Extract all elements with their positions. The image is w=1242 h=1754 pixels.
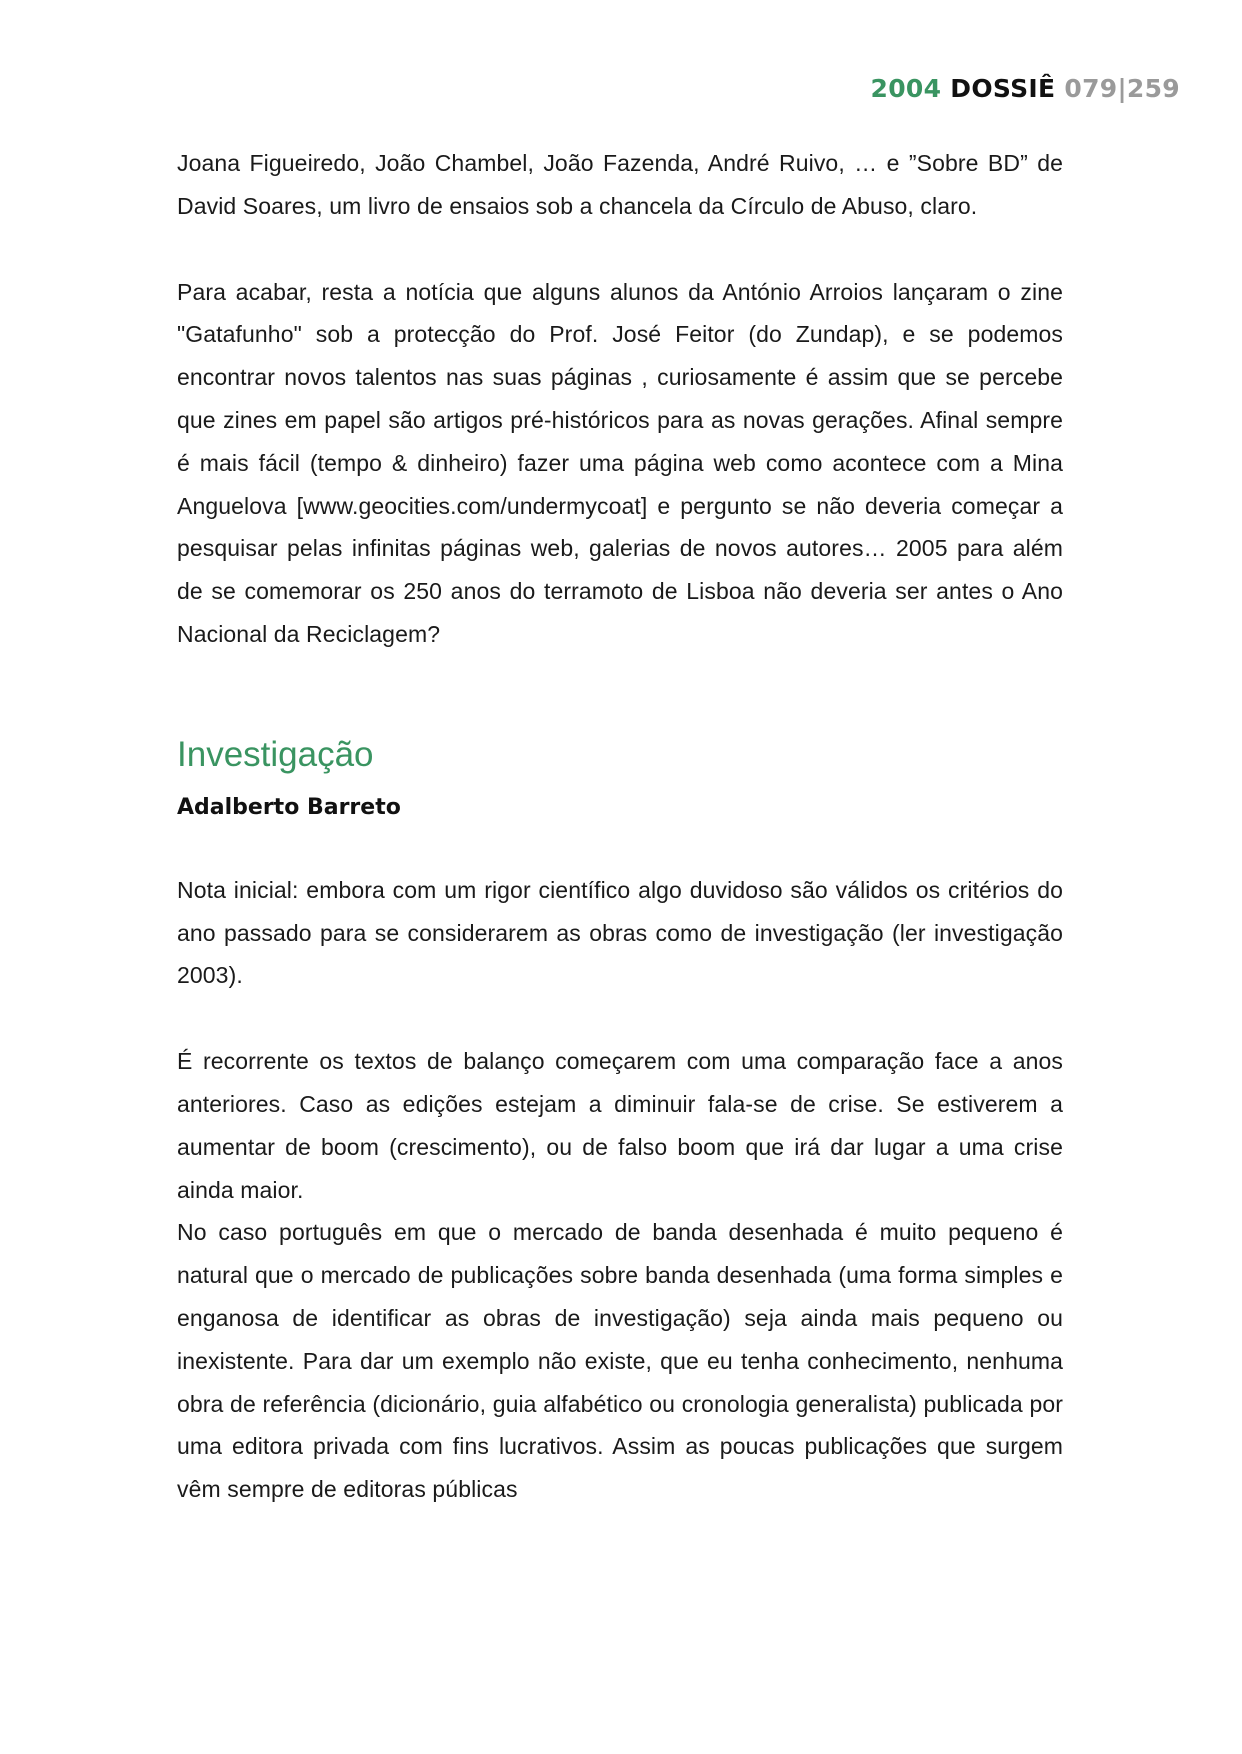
paragraph-continued-list: Joana Figueiredo, João Chambel, João Fazenda, André Ruivo, … e ”Sobre BD” de David Soares, um livro de ensaios sob a chancela da Círculo de Abuso, claro.: [177, 150, 1063, 219]
paragraph-portuguese-market: No caso português em que o mercado de banda desenhada é muito pequeno é natural que o mercado de publicações sobre banda desenhada (uma forma simples e enganosa de identificar as obras de investigação) seja ainda mais pequeno ou inexistente. Para dar um exemplo não existe, que eu tenha conhecimento, nenhuma obra de referência (dicionário, guia alfabético ou cronologia generalista) publicada por uma editora privada com fins lucrativos. Assim as poucas publicações que surgem vêm sempre de editoras públicas: [177, 1219, 1063, 1503]
header-page-numbers: 079|259: [1064, 74, 1180, 103]
header-title: DOSSIÊ: [950, 74, 1056, 103]
section-heading: Investigação: [177, 734, 374, 774]
paragraph-initial-note: Nota inicial: embora com um rigor científico algo duvidoso são válidos os critérios do ano passado para se considerarem as obras como de investigação (ler investigação 2003).: [177, 876, 1063, 989]
paragraph-closing-news: Para acabar, resta a notícia que alguns alunos da António Arroios lançaram o zine "Gatafunho" sob a protecção do Prof. José Feitor (do Zundap), e se podemos encontrar novos talentos nas suas páginas , curiosamente é assim que se percebe que zines em papel são artigos pré-históricos para as novas gerações. Afinal sempre é mais fácil (tempo & dinheiro) fazer uma página web como acontece com a Mina Anguelova [www.geocities.com/undermycoat] e pergunto se não deveria começar a pesquisar pelas infinitas páginas web, galerias de novos autores… 2005 para além de se comemorar os 250 anos do terramoto de Lisboa não deveria ser antes o Ano Nacional da Reciclagem?: [177, 278, 1063, 647]
running-header: [871, 74, 1181, 103]
article-body: [177, 142, 1063, 1511]
paragraph-balance-texts: É recorrente os textos de balanço começarem com uma comparação face a anos anteriores. Caso as edições estejam a diminuir fala-se de crise. Se estiverem a aumentar de boom (crescimento), ou de falso boom que irá dar lugar a uma crise ainda maior.: [177, 1048, 1063, 1203]
section-author: Adalberto Barreto: [177, 794, 401, 820]
header-year: 2004: [870, 74, 942, 103]
